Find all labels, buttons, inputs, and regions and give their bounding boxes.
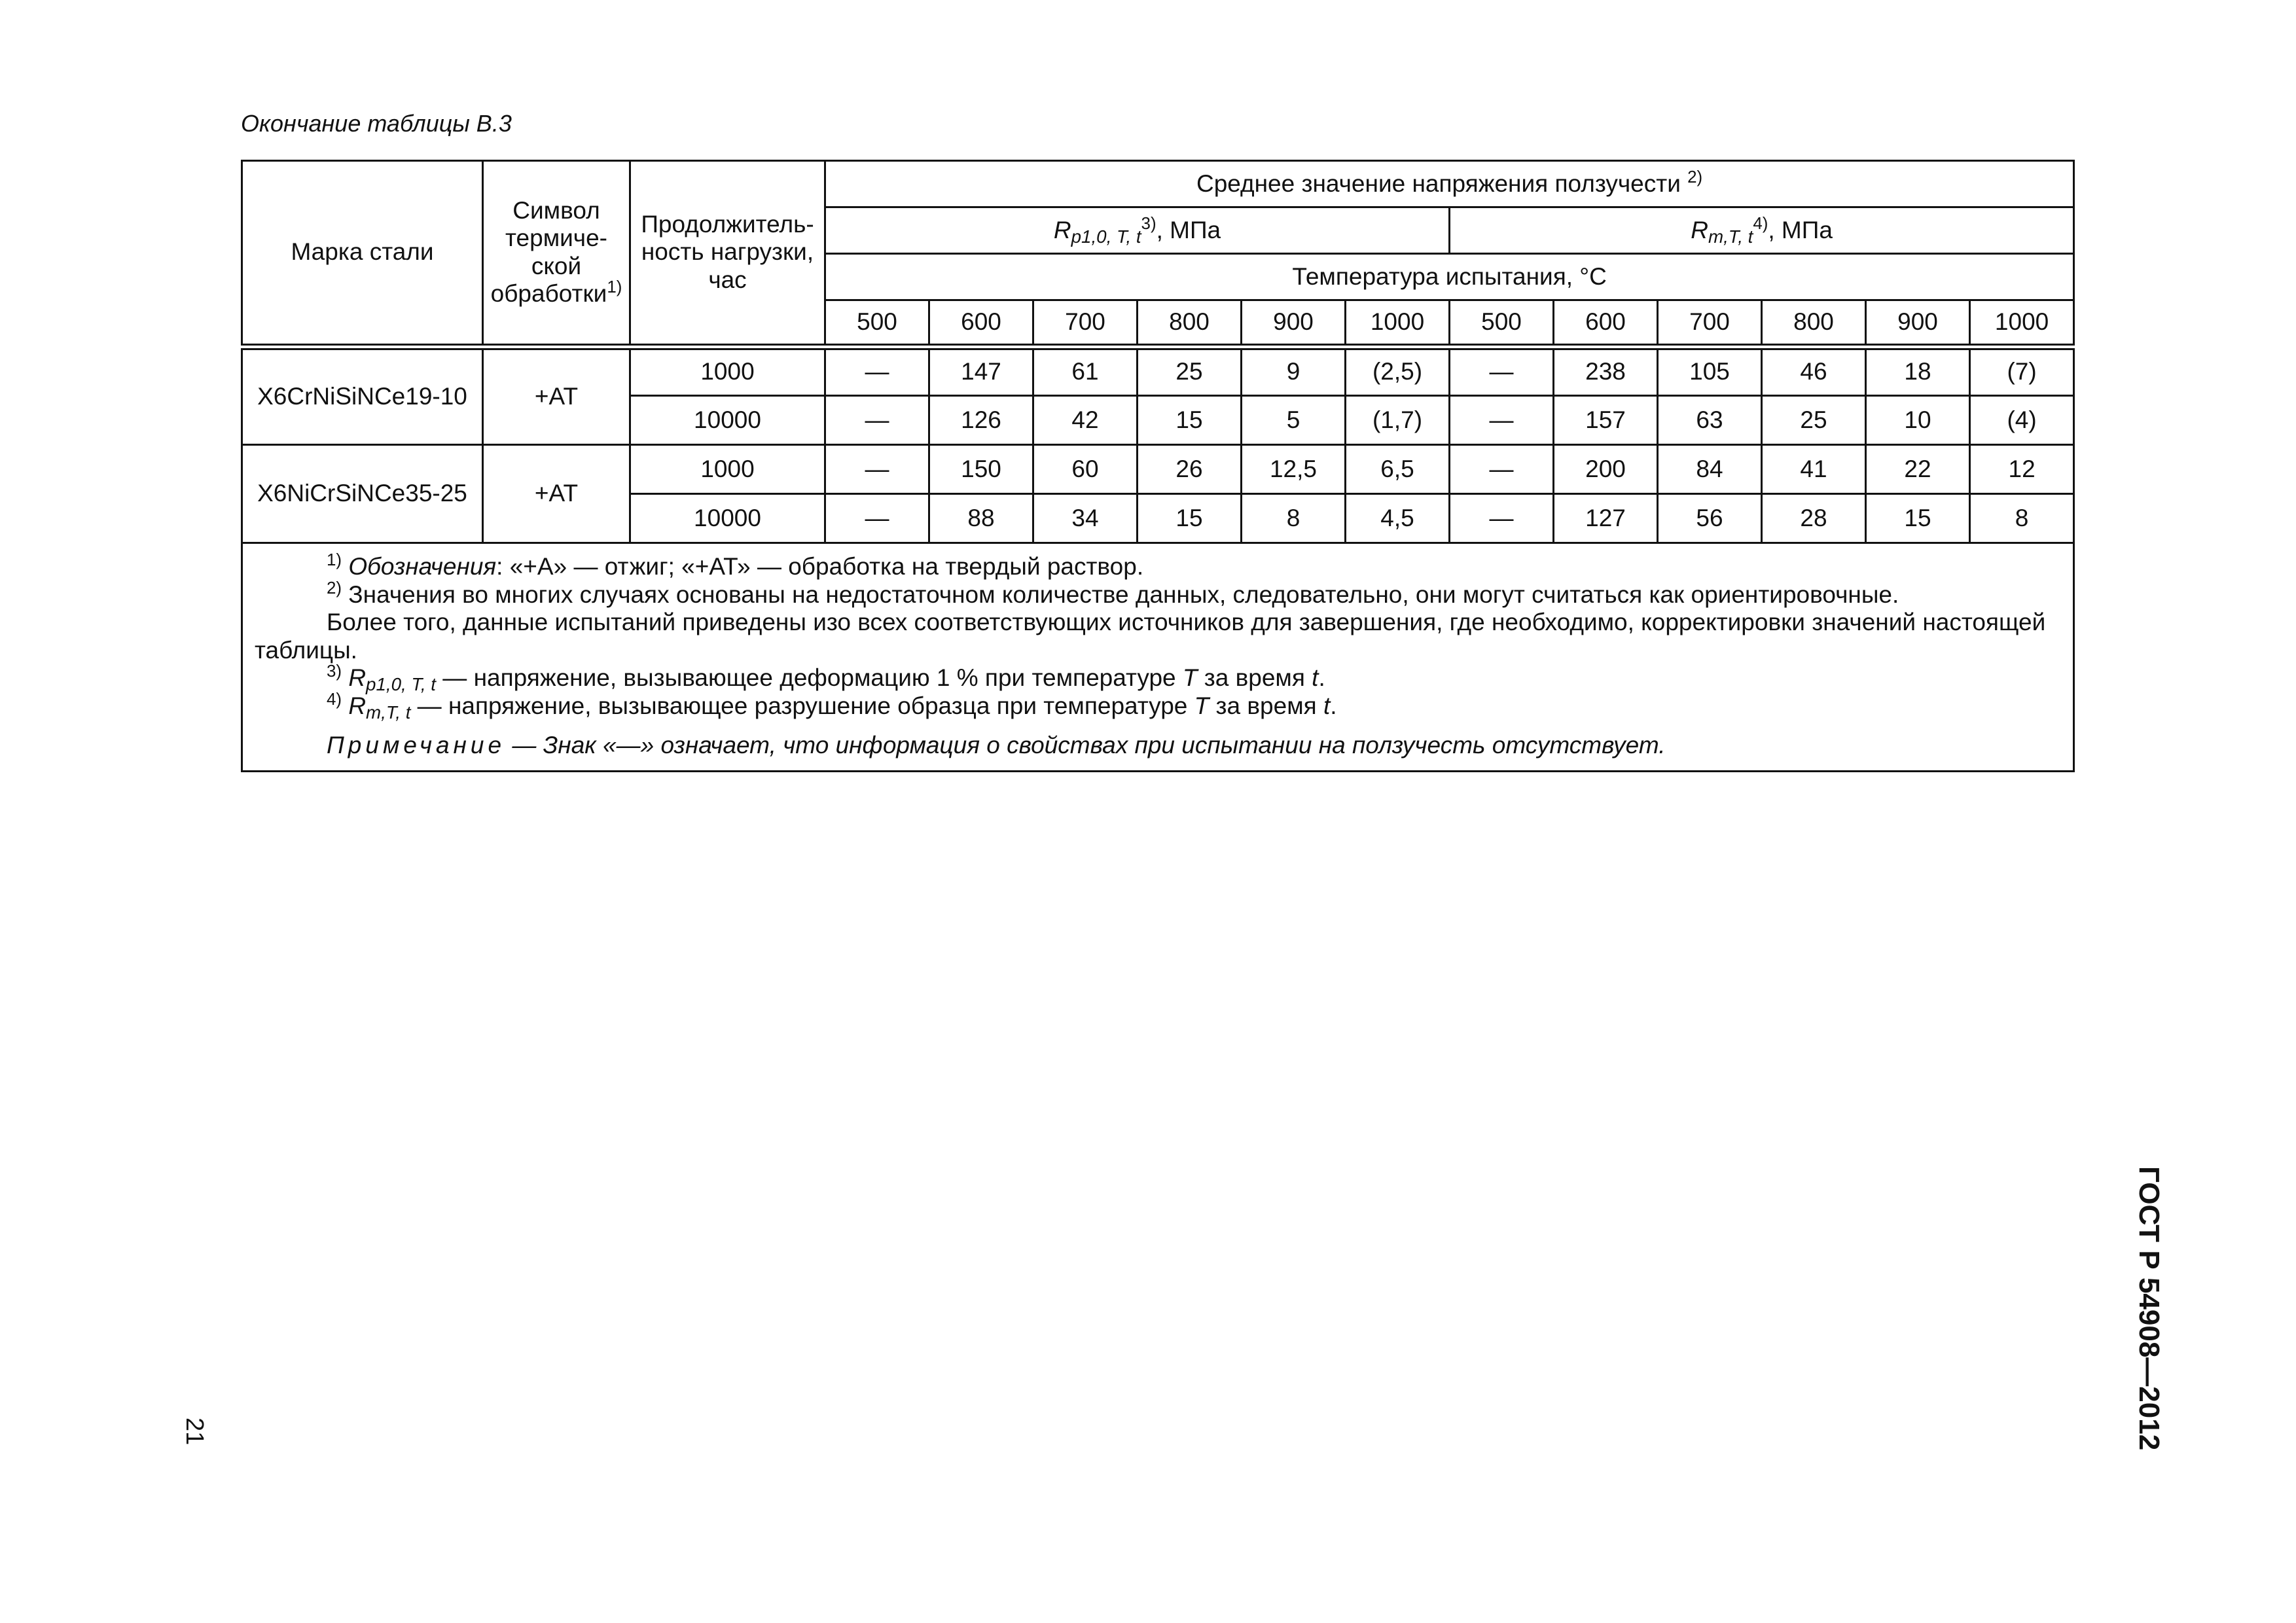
temperature-header-cell: 800 (1762, 300, 1866, 347)
header-load-duration: Продолжитель-ность нагрузки, час (630, 161, 825, 347)
heat-treatment-cell: +AT (483, 445, 630, 543)
temperature-header-cell: 800 (1138, 300, 1242, 347)
footnote-1-text: : «+А» — отжиг; «+АТ» — обработка на твердый раствор. (496, 553, 1144, 580)
temperature-header-cell: 600 (1554, 300, 1658, 347)
header-test-temperature: Температура испытания, °С (825, 254, 2074, 300)
footnote-3 (255, 662, 2061, 695)
footnote-ref: 4) (327, 690, 342, 709)
value-cell: 18 (1866, 347, 1970, 396)
temperature-header-cell: 700 (1033, 300, 1138, 347)
heat-treatment-cell: +AT (483, 347, 630, 445)
value-cell: 10 (1866, 396, 1970, 445)
value-cell: 61 (1033, 347, 1138, 396)
header-heat-treatment (483, 161, 630, 347)
value-cell: 12 (1970, 445, 2074, 494)
header-mean-stress (825, 161, 2074, 207)
footnote-2 (255, 581, 2061, 609)
footnote-4-text: — напряжение, вызывающее разрушение образца при температуре (410, 692, 1194, 719)
value-cell: 8 (1970, 494, 2074, 543)
footnote-4-end: . (1330, 692, 1337, 719)
value-cell: (1,7) (1346, 396, 1450, 445)
footnote-2-text: Значения во многих случаях основаны на недостаточном количестве данных, следовательно, они могут считаться как ориентировочные. (342, 580, 1899, 608)
footnote-ref: 1) (327, 550, 342, 569)
value-cell: 127 (1554, 494, 1658, 543)
header-mean-stress-label: Среднее значение напряжения ползучести (1196, 169, 1681, 197)
note-text: — Знак «—» означает, что информация о свойствах при испытании на ползучесть отсутствует. (505, 732, 1666, 759)
value-cell: — (1450, 445, 1554, 494)
header-rm (1450, 207, 2074, 254)
temperature-header-cell: 500 (1450, 300, 1554, 347)
footnote-3-end: . (1318, 664, 1325, 692)
value-cell: 46 (1762, 347, 1866, 396)
table-row (242, 347, 2074, 396)
value-cell: 25 (1762, 396, 1866, 445)
value-cell: — (825, 396, 929, 445)
value-cell: 34 (1033, 494, 1138, 543)
time-symbol: t (1323, 692, 1331, 719)
footnote-4 (255, 692, 2061, 721)
header-rp (825, 207, 1450, 254)
rp-symbol: R (1053, 216, 1071, 243)
value-cell: 8 (1242, 494, 1346, 543)
document-code: ГОСТ Р 54908—2012 (2133, 1166, 2165, 1451)
temperature-header-cell: 500 (825, 300, 929, 347)
temperature-header-cell: 600 (929, 300, 1033, 347)
value-cell: 60 (1033, 445, 1138, 494)
value-cell: (4) (1970, 396, 2074, 445)
page-number: 21 (181, 1418, 208, 1446)
rm-unit: , МПа (1768, 216, 1833, 243)
rp-subscript: p1,0, T, t (366, 674, 437, 695)
value-cell: 147 (929, 347, 1033, 396)
temperature-header-cell: 900 (1242, 300, 1346, 347)
temperature-symbol: T (1182, 664, 1198, 692)
note-label: Примечание (327, 732, 506, 759)
footnote-ref: 1) (607, 278, 622, 297)
footnote-4-mid: за время (1209, 692, 1323, 719)
steel-grade-cell: X6CrNiSiNCe19-10 (242, 347, 483, 445)
value-cell: 84 (1658, 445, 1762, 494)
header-row-1 (242, 161, 2074, 207)
value-cell: 5 (1242, 396, 1346, 445)
footnote-2-continued: Более того, данные испытаний приведены изо всех соответствующих источников для завершения, где необходимо, корректировки значений настоящей таблицы. (255, 609, 2046, 664)
footnote-1 (255, 550, 2061, 581)
value-cell: 28 (1762, 494, 1866, 543)
rm-subscript: m,T, t (366, 702, 411, 722)
value-cell: 15 (1138, 396, 1242, 445)
footnote-ref: 2) (327, 579, 342, 597)
rp-symbol: R (348, 664, 367, 692)
footnote-1-label: Обозначения (348, 553, 497, 580)
footnote-ref: 4) (1753, 214, 1768, 233)
value-cell: 157 (1554, 396, 1658, 445)
value-cell: (2,5) (1346, 347, 1450, 396)
header-heat-treatment-label: Символ термиче-ской обработки (490, 196, 607, 308)
rm-symbol: R (1691, 216, 1708, 243)
steel-grade-cell: X6NiCrSiNCe35-25 (242, 445, 483, 543)
rm-subscript: m,T, t (1708, 226, 1753, 247)
duration-cell: 10000 (630, 396, 825, 445)
creep-stress-table (241, 160, 2075, 772)
value-cell: — (1450, 347, 1554, 396)
value-cell: — (1450, 494, 1554, 543)
footnote-ref: 2) (1687, 168, 1703, 187)
value-cell: (7) (1970, 347, 2074, 396)
value-cell: 200 (1554, 445, 1658, 494)
value-cell: 238 (1554, 347, 1658, 396)
header-steel-grade: Марка стали (242, 161, 483, 347)
value-cell: 63 (1658, 396, 1762, 445)
table-note (255, 732, 2061, 760)
temperature-symbol: T (1194, 692, 1210, 719)
time-symbol: t (1312, 664, 1319, 692)
rp-subscript: p1,0, T, t (1071, 226, 1141, 247)
value-cell: 88 (929, 494, 1033, 543)
table-row (242, 445, 2074, 494)
value-cell: — (825, 445, 929, 494)
value-cell: — (825, 494, 929, 543)
rm-symbol: R (348, 692, 367, 719)
value-cell: 22 (1866, 445, 1970, 494)
value-cell: 42 (1033, 396, 1138, 445)
footnote-3-text: — напряжение, вызывающее деформацию 1 % при температуре (436, 664, 1183, 692)
footnote-3-mid: за время (1197, 664, 1312, 692)
value-cell: 41 (1762, 445, 1866, 494)
value-cell: 25 (1138, 347, 1242, 396)
temperature-header-cell: 700 (1658, 300, 1762, 347)
duration-cell: 1000 (630, 445, 825, 494)
value-cell: — (1450, 396, 1554, 445)
value-cell: 26 (1138, 445, 1242, 494)
temperature-header-cell: 1000 (1346, 300, 1450, 347)
footnote-ref: 3) (1141, 214, 1157, 233)
value-cell: 56 (1658, 494, 1762, 543)
value-cell: 15 (1138, 494, 1242, 543)
rp-unit: , МПа (1156, 216, 1221, 243)
value-cell: 4,5 (1346, 494, 1450, 543)
footnote-ref: 3) (327, 662, 342, 681)
duration-cell: 10000 (630, 494, 825, 543)
value-cell: — (825, 347, 929, 396)
value-cell: 9 (1242, 347, 1346, 396)
temperature-header-cell: 1000 (1970, 300, 2074, 347)
footnotes (242, 543, 2074, 772)
value-cell: 150 (929, 445, 1033, 494)
temperature-header-cell: 900 (1866, 300, 1970, 347)
duration-cell: 1000 (630, 347, 825, 396)
value-cell: 6,5 (1346, 445, 1450, 494)
value-cell: 105 (1658, 347, 1762, 396)
value-cell: 126 (929, 396, 1033, 445)
table-caption: Окончание таблицы В.3 (241, 110, 512, 137)
value-cell: 12,5 (1242, 445, 1346, 494)
notes-row (242, 543, 2074, 772)
value-cell: 15 (1866, 494, 1970, 543)
